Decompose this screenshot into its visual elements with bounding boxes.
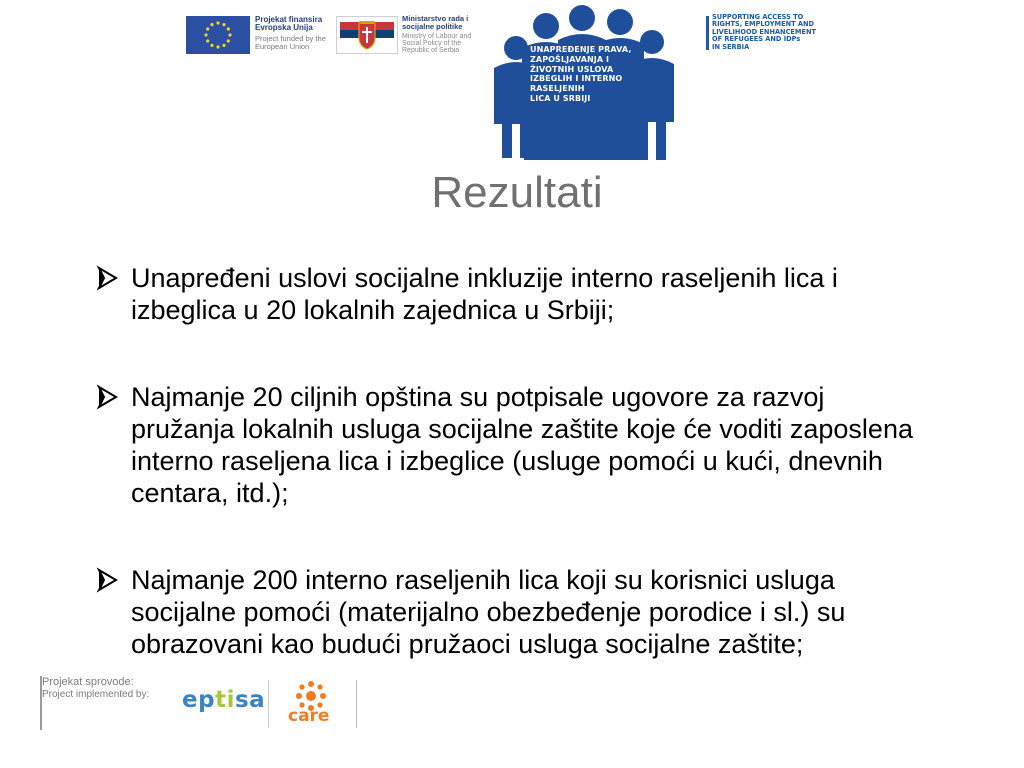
project-logo-text — [530, 45, 650, 104]
eu-funding-text — [255, 16, 330, 51]
list-item-text: Unapređeni uslovi socijalne inkluzije interno raseljenih lica i izbeglica u 20 lokalnih zajednica u Srbiji; — [131, 263, 838, 325]
support-divider — [706, 16, 709, 50]
ministry-line-sr: Ministarstvo rada i socijalne politike — [402, 14, 469, 31]
list-item — [96, 564, 916, 660]
eptisa-logo-part: ep — [182, 687, 216, 713]
support-line: LIVELIHOOD ENHANCEMENT — [712, 27, 817, 36]
arrow-bullet-icon — [96, 264, 120, 292]
arrow-bullet-icon — [96, 383, 120, 411]
support-line: RIGHTS, EMPLOYMENT AND — [712, 20, 814, 29]
project-logo-line: ŽIVOTNIH USLOVA — [530, 64, 614, 74]
list-item-text: Najmanje 200 interno raseljenih lica koji su korisnici usluga socijalne pomoći (materijalno obezbeđenje porodice i sl.) su obrazovani kao budući pružaoci usluga socijalne zaštite; — [131, 565, 846, 659]
serbia-coat-of-arms-logo — [336, 16, 398, 54]
implemented-by-line-en: Project implemented by: — [42, 688, 150, 700]
support-line: OF REFUGEES AND IDPs — [712, 35, 801, 44]
support-line: SUPPORTING ACCESS TO — [712, 13, 804, 21]
project-logo-line: LICA U SRBIJI — [530, 93, 591, 103]
slide-title: Rezultati — [431, 168, 603, 217]
eu-funding-line-sr: Projekat finansira Evropska Unija — [255, 15, 323, 33]
support-line: IN SERBIA — [712, 42, 750, 51]
list-item-text: Najmanje 20 ciljnih opština su potpisale ugovore za razvoj pružanja lokalnih usluga socijalne zaštite koje će voditi zaposlena interno raseljena lica i izbeglice (usluge pomoći u kući, dnevnih centara, itd.); — [131, 382, 913, 508]
ministry-text — [402, 15, 482, 55]
results-list — [96, 262, 916, 660]
eu-funding-line-en: Project funded by the European Union — [255, 33, 326, 51]
care-logo-text: care — [288, 706, 330, 726]
project-logo-line: ZAPOŠLJAVANJA I — [530, 54, 610, 64]
footer-divider — [356, 680, 357, 728]
list-item — [96, 381, 916, 509]
arrow-bullet-icon — [96, 566, 120, 594]
footer-divider — [268, 680, 269, 728]
ministry-line-en: Ministry of Labour and Social Policy of the Republic of Serbia — [402, 32, 472, 55]
eptisa-logo-part: sa — [234, 687, 266, 713]
project-logo-line: RASELJENIH — [530, 84, 585, 93]
implemented-by-text — [42, 676, 172, 700]
project-logo-line: UNAPREĐENJE PRAVA, — [530, 45, 632, 54]
project-logo-line: IZBEGLIH I INTERNO — [530, 74, 623, 84]
eu-flag-logo — [186, 16, 250, 54]
support-text — [712, 14, 827, 51]
eptisa-logo-part: ti — [215, 687, 235, 713]
implemented-by-line-sr: Projekat sprovode: — [42, 676, 134, 688]
list-item — [96, 262, 916, 326]
eptisa-logo — [182, 687, 265, 713]
